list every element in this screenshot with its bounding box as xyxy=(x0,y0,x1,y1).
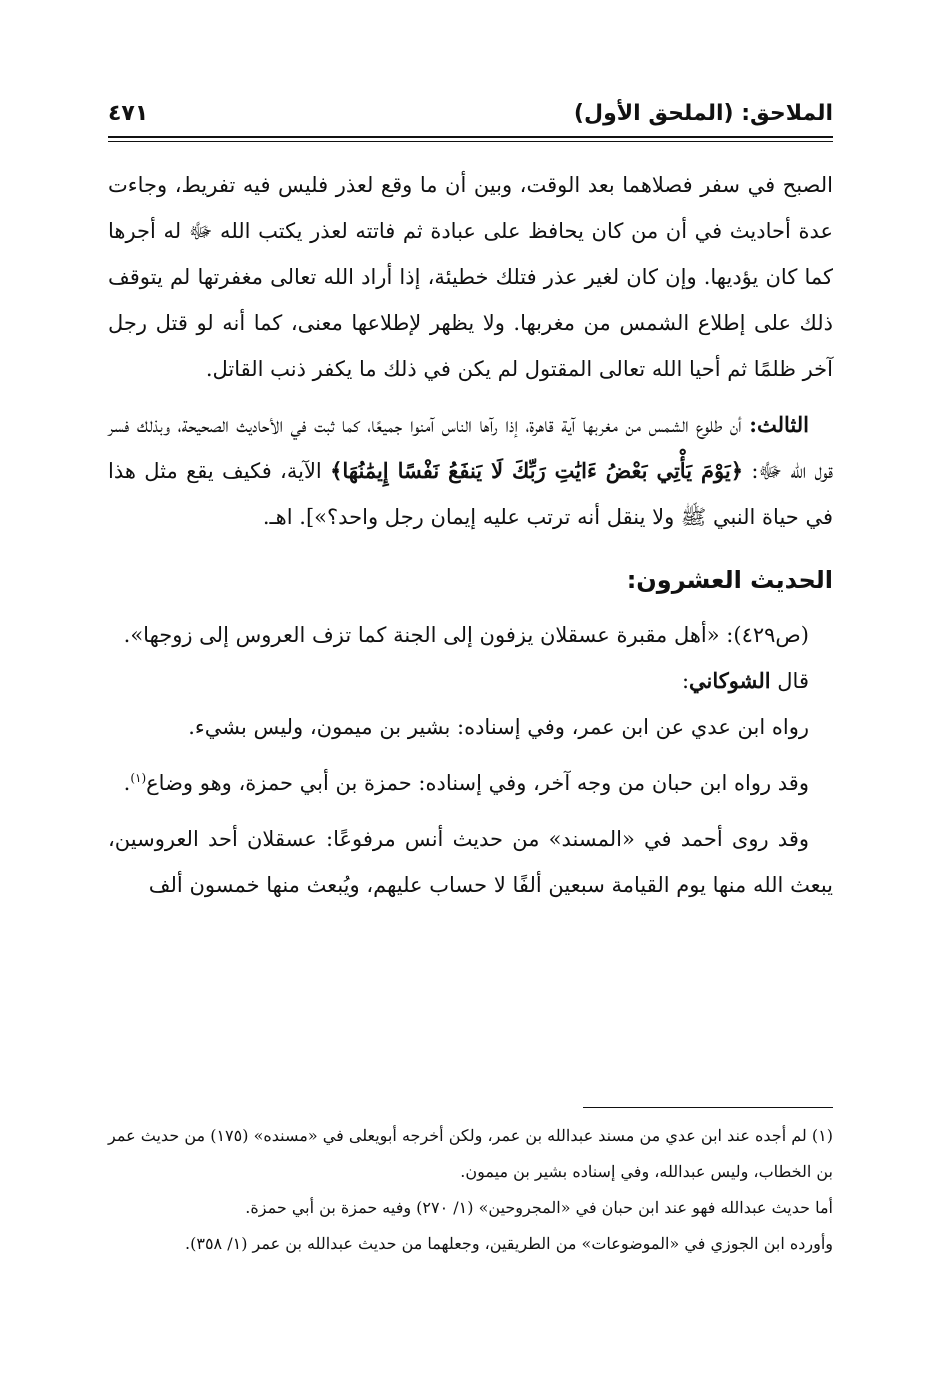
footnote-2: أما حديث عبدالله فهو عند ابن حبان في «المجروحين» (١/ ٢٧٠) وفيه حمزة بن أبي حمزة. xyxy=(245,1198,833,1217)
said-suffix: : xyxy=(681,669,690,693)
footnote-1: (١) لم أجده عند ابن عدي من مسند عبدالله بن عمر، ولكن أخرجه أبويعلى في «مسنده» (١٧٥) من حديث عمر بن الخطاب، وليس عبدالله، وفي إسناده بشير بن ميمون. xyxy=(108,1126,834,1181)
page-header xyxy=(108,92,833,134)
said-prefix: قال xyxy=(777,669,809,693)
paragraph-1: الصبح في سفر فصلاهما بعد الوقت، وبين أن ما وقع لعذر فليس فيه تفريط، وجاءت عدة أحاديث في أن من كان يحافظ على عبادة ثم فاتته لعذر يكتب الله ﷻ له أجرها كما كان يؤديها. وإن كان لغير عذر فتلك خطيئة، إذا أراد الله تعالى مغفرتها لم يتوقف ذلك على إطلاع الشمس من مغربها. ولا يظهر لإطلاعها معنى، كما أنه لو قتل رجل آخر ظلمًا ثم أحيا الله تعالى المقتول لم يكن في ذلك ما يكفر ذنب القاتل. xyxy=(108,173,833,381)
main-text xyxy=(108,162,833,908)
header-rule-thin xyxy=(108,141,833,142)
paragraph-2-text: أن طلوع الشمس من مغربها آية قاهرة، إذا رآها الناس آمنوا جميعًا، كما ثبت في الأحاديث الصحيحة، وبذلك فسر قول الله ﷻ: xyxy=(108,413,833,483)
narration-line-2-end: . xyxy=(123,771,131,795)
narration-line-3: وقد روى أحمد في «المسند» من حديث أنس مرفوعًا: عسقلان أحد العروسين، يبعث الله منها يوم القيامة سبعين ألفًا لا حساب عليهم، ويُبعث منها خمسون ألف xyxy=(108,827,833,897)
running-title: الملاحق: (الملحق الأول) xyxy=(573,100,833,126)
footnote-marker: (١) xyxy=(130,771,147,785)
paragraph-2 xyxy=(108,402,833,540)
scholar-name: الشوكاني xyxy=(689,668,771,693)
narration-line-1: رواه ابن عدي عن ابن عمر، وفي إسناده: بشير بن ميمون، وليس بشيء. xyxy=(188,715,809,739)
footnote-3: وأورده ابن الجوزي في «الموضوعات» من الطريقين، وجعلهما من حديث عبدالله بن عمر (١/ ٣٥٨). xyxy=(185,1234,833,1253)
quran-verse: ﴿يَوْمَ يَأْتِي بَعْضُ ءَايَٰتِ رَبِّكَ لَا يَنفَعُ نَفْسًا إِيمَٰنُهَا﴾ xyxy=(330,458,743,483)
narration-line-2 xyxy=(108,760,833,806)
page-number: ٤٧١ xyxy=(108,100,149,126)
section-heading: الحديث العشرون: xyxy=(626,566,833,594)
footnote-separator xyxy=(583,1107,833,1108)
header-rule xyxy=(108,136,833,138)
attribution-line xyxy=(108,658,833,704)
paragraph-2-tail: الآية، فكيف يقع مثل هذا في حياة النبي ﷺ ولا ينقل أنه ترتب عليه إيمان رجل واحد؟»]. اهـ. xyxy=(108,459,833,529)
hadith-reference: (ص٤٢٩): «أهل مقبرة عسقلان يزفون إلى الجنة كما تزف العروس إلى زوجها». xyxy=(123,623,809,647)
footnotes xyxy=(108,1118,833,1262)
narration-line-2-text: وقد رواه ابن حبان من وجه آخر، وفي إسناده: حمزة بن أبي حمزة، وهو وضاع xyxy=(146,771,809,795)
paragraph-2-label: الثالث: xyxy=(749,412,809,437)
